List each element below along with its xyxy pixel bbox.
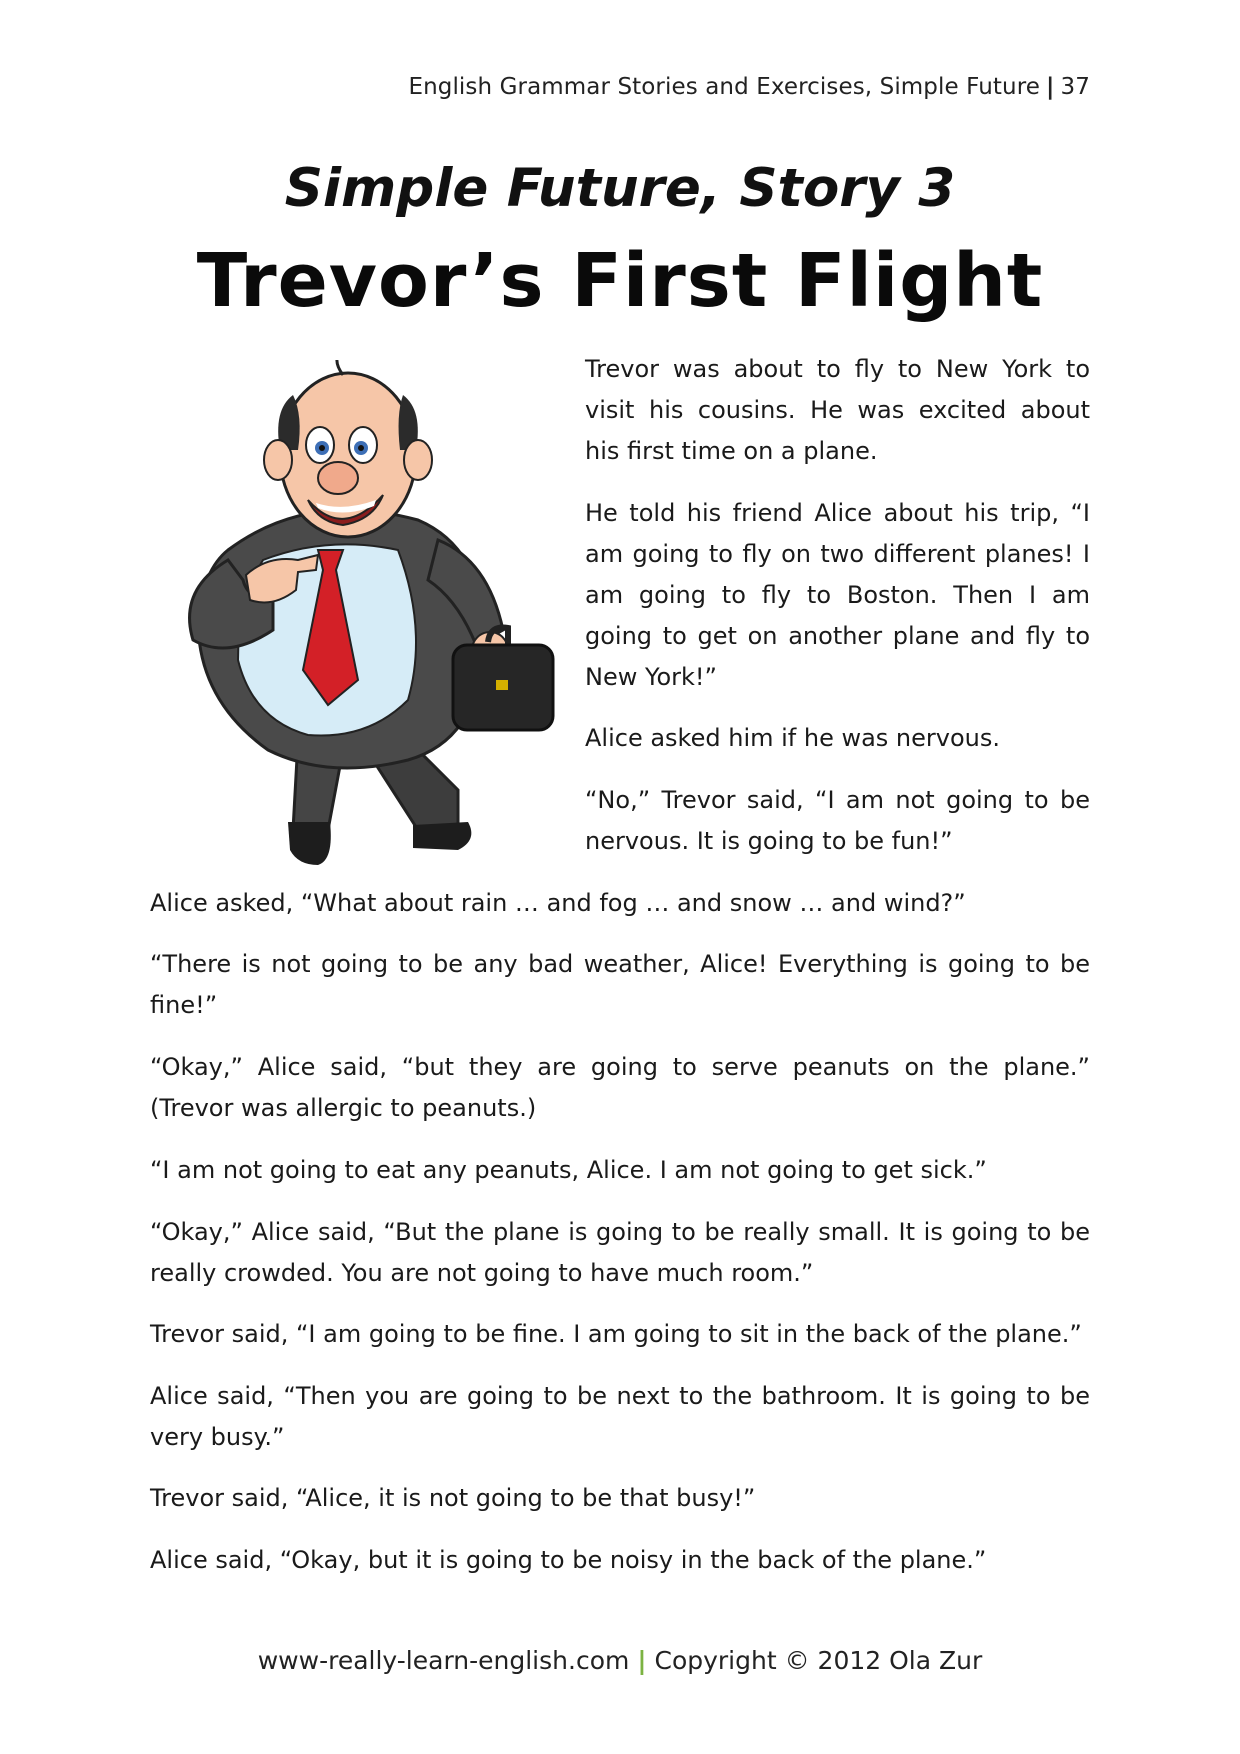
businessman-illustration bbox=[158, 360, 558, 870]
paragraph-4: “No,” Trevor said, “I am not going to be nervous. It is going to be fun!” bbox=[585, 786, 1090, 855]
paragraph-6: “There is not going to be any bad weather, Alice! Everything is going to be fine!” bbox=[150, 950, 1090, 1019]
page-number: 37 bbox=[1060, 74, 1090, 100]
paragraph-3: Alice asked him if he was nervous. bbox=[585, 724, 1001, 752]
paragraph-5: Alice asked, “What about rain … and fog … and snow … and wind?” bbox=[150, 889, 966, 917]
paragraph-2: He told his friend Alice about his trip, “I am going to fly on two different planes! I am going to fly to Boston. Then I am going to get on another plane and fly to New York!” bbox=[585, 499, 1090, 691]
paragraph-8: “I am not going to eat any peanuts, Alice. I am not going to get sick.” bbox=[150, 1156, 987, 1184]
header-separator: | bbox=[1046, 74, 1055, 100]
briefcase-clasp bbox=[496, 680, 508, 690]
running-header bbox=[408, 74, 1090, 100]
nose bbox=[318, 462, 358, 494]
left-ear bbox=[264, 440, 292, 480]
paragraph-12: Trevor said, “Alice, it is not going to be that busy!” bbox=[150, 1484, 756, 1512]
right-ear bbox=[404, 440, 432, 480]
story-subtitle: Simple Future, Story 3 bbox=[284, 158, 956, 219]
paragraph-10: Trevor said, “I am going to be fine. I am going to sit in the back of the plane.” bbox=[150, 1320, 1082, 1348]
head bbox=[280, 373, 416, 537]
paragraph-7: “Okay,” Alice said, “but they are going to serve peanuts on the plane.” (Trevor was allergic to peanuts.) bbox=[150, 1053, 1090, 1122]
story-title: Trevor’s First Flight bbox=[196, 238, 1044, 324]
footer-copyright: Copyright © 2012 Ola Zur bbox=[654, 1646, 983, 1675]
footer-separator: | bbox=[637, 1646, 647, 1675]
paragraph-11: Alice said, “Then you are going to be next to the bathroom. It is going to be very busy.” bbox=[150, 1382, 1090, 1451]
footer bbox=[0, 1646, 1240, 1675]
front-shoe bbox=[288, 822, 331, 865]
footer-website: www-really-learn-english.com bbox=[257, 1646, 630, 1675]
back-shoe bbox=[413, 822, 471, 850]
paragraph-1: Trevor was about to fly to New York to visit his cousins. He was excited about his first time on a plane. bbox=[585, 355, 1090, 465]
paragraph-13: Alice said, “Okay, but it is going to be noisy in the back of the plane.” bbox=[150, 1546, 987, 1574]
paragraph-9: “Okay,” Alice said, “But the plane is going to be really small. It is going to be really crowded. You are not going to have much room.” bbox=[150, 1218, 1090, 1287]
running-title: English Grammar Stories and Exercises, Simple Future bbox=[408, 74, 1041, 100]
